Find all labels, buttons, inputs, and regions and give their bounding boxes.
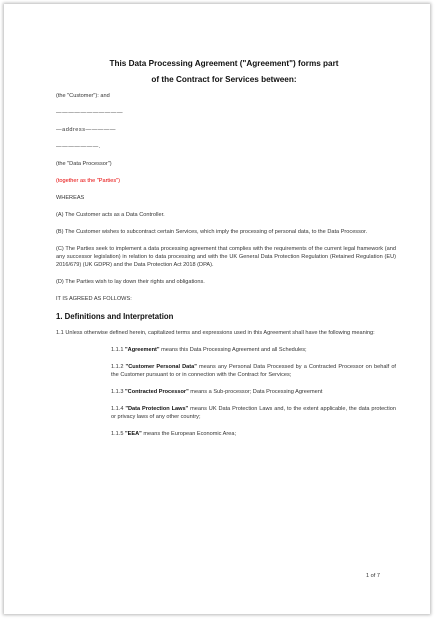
definition-text: means a Sub-processor; Data Processing Agreement (188, 389, 323, 395)
definition-1-1-4 (111, 405, 396, 421)
document-body (56, 92, 396, 447)
definition-1-1-2 (111, 363, 396, 379)
recital-a: (A) The Customer acts as a Data Controller. (56, 212, 165, 218)
definition-term: "Customer Personal Data" (125, 364, 197, 370)
title-line-2: of the Contract for Services between: (151, 75, 297, 84)
page-number: 1 of 7 (366, 573, 380, 579)
blank-line-1: ——————————— (56, 110, 124, 116)
definition-1-1-1 (111, 346, 396, 354)
definition-1-1-5 (111, 430, 396, 438)
recital-c: (C) The Parties seek to implement a data processing agreement that complies with the requirements of the current legal framework (and any successor legislation) in relation to data processing and with the UK General Data Protection Regulation (Retained Regulation (EU) 2016/679) (UK GDPR) and the Data Protection Act 2018 (DPA). (56, 246, 396, 268)
clause-1-1: 1.1 Unless otherwise defined herein, capitalized terms and expressions used in this Agreement shall have the following meaning: (56, 330, 375, 336)
definition-1-1-3 (111, 388, 396, 396)
definition-text: means this Data Processing Agreement and all Schedules; (159, 347, 307, 353)
definition-number: 1.1.4 (111, 406, 126, 412)
definition-number: 1.1.2 (111, 364, 126, 370)
definition-term: "Agreement" (125, 347, 160, 353)
definition-number: 1.1.5 (111, 431, 125, 437)
definition-term: "Contracted Processor" (125, 389, 189, 395)
title-line-1: This Data Processing Agreement ("Agreement") forms part (109, 59, 339, 68)
blank-line-2: ———————. (56, 144, 101, 150)
definition-term: "EEA" (125, 431, 142, 437)
recital-d: (D) The Parties wish to lay down their rights and obligations. (56, 279, 205, 285)
definition-text: means the European Economic Area; (141, 431, 237, 437)
section-1-heading: 1. Definitions and Interpretation (56, 312, 174, 321)
definition-text: means any Personal Data Processed by a Contracted Processor on behalf of the Customer pursuant to or in connection with the Contract for Services; (111, 364, 396, 378)
recital-b: (B) The Customer wishes to subcontract certain Services, which imply the processing of personal data, to the Data Processor. (56, 229, 368, 235)
agreed-statement: IT IS AGREED AS FOLLOWS: (56, 296, 132, 302)
document-page (4, 4, 430, 614)
document-title (64, 56, 384, 88)
definition-term: "Data Protection Laws" (125, 406, 189, 412)
address-line: —address————— (56, 127, 116, 133)
definition-text: means UK Data Protection Laws and, to the extent applicable, the data protection or privacy laws of any other country; (111, 406, 397, 420)
definition-number: 1.1.3 (111, 389, 125, 395)
customer-label: (the "Customer"): and (56, 93, 110, 99)
definition-number: 1.1.1 (111, 347, 125, 353)
whereas-heading: WHEREAS (56, 195, 85, 201)
processor-label: (the "Data Processor") (56, 161, 112, 167)
parties-label: (together as the "Parties") (56, 178, 120, 184)
